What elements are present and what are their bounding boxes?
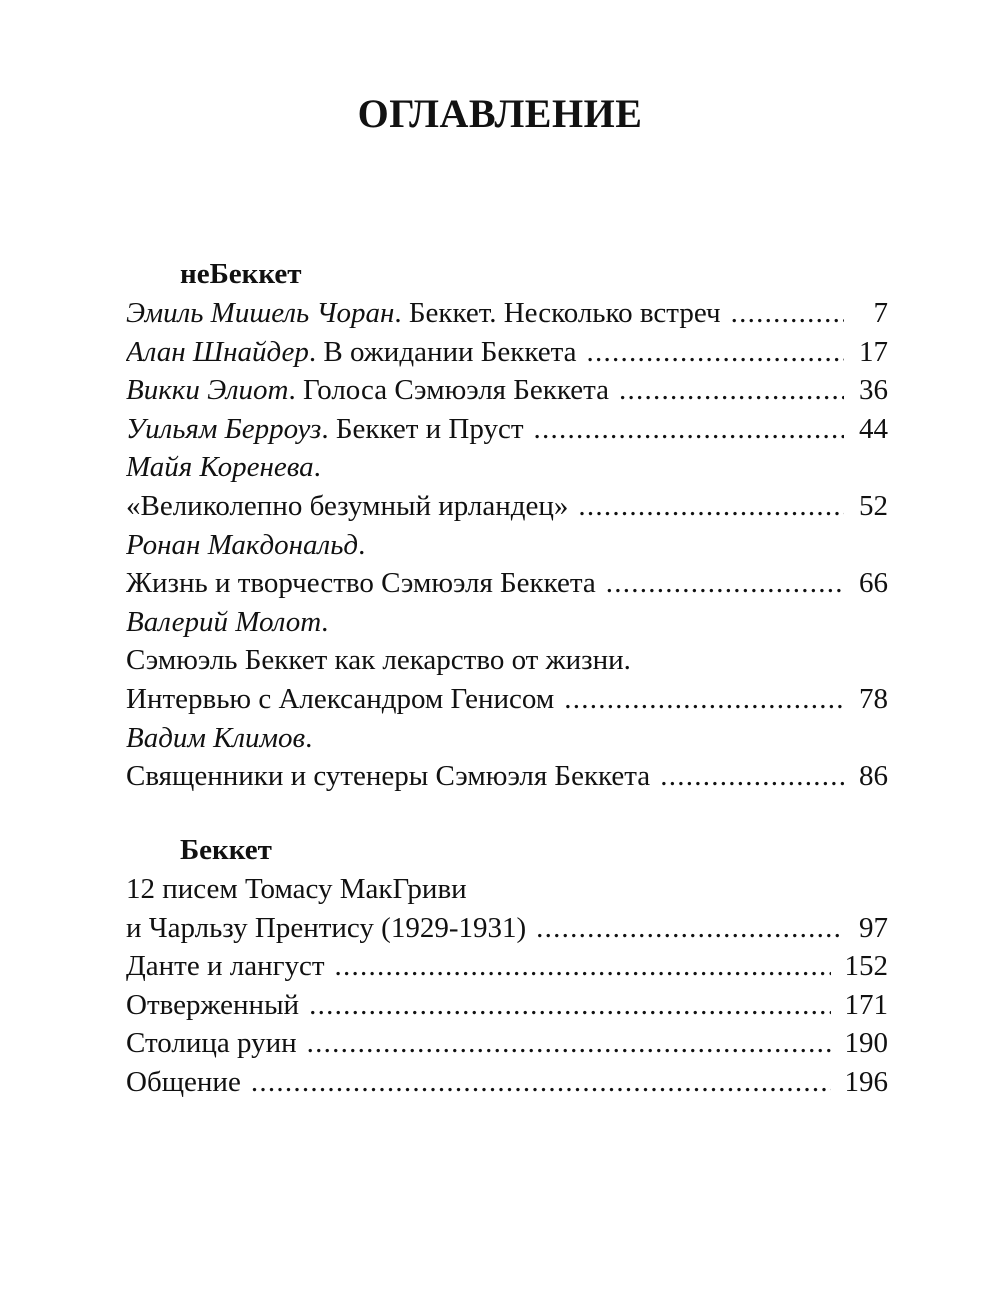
toc-author-line — [126, 603, 888, 642]
entry-title: Общение — [126, 1065, 241, 1098]
toc-title-line — [126, 870, 888, 909]
dot-leader — [251, 1063, 831, 1102]
page-number: 17 — [859, 335, 888, 368]
page-number: 97 — [859, 911, 888, 944]
dot-leader — [578, 487, 844, 526]
page-number: 190 — [844, 1027, 888, 1060]
entry-author: Уильям Берроуз — [126, 412, 322, 445]
page-number: 52 — [859, 489, 888, 522]
toc-author-line — [126, 448, 888, 487]
entry-author: Валерий Молот — [126, 605, 322, 638]
toc-entry[interactable] — [126, 410, 888, 449]
dot-leader — [587, 333, 844, 372]
entry-title: Отверженный — [126, 988, 300, 1021]
section-title: неБеккет — [180, 258, 302, 290]
toc-entry[interactable] — [126, 564, 888, 603]
toc-section-beckett — [126, 831, 888, 1102]
entry-title: «Великолепно безумный ирландец» — [126, 489, 569, 522]
entry-title: Жизнь и творчество Сэмюэля Беккета — [126, 567, 596, 600]
entry-title: и Чарльзу Прентису (1929-1931) — [126, 911, 527, 944]
dot-leader — [731, 294, 844, 333]
toc-entry[interactable] — [126, 1024, 888, 1063]
page-number: 36 — [859, 374, 888, 407]
toc-entry[interactable] — [126, 680, 888, 719]
entry-title: 12 писем Томасу МакГриви — [126, 873, 467, 905]
toc-entry[interactable] — [126, 333, 888, 372]
toc-title-line — [126, 641, 888, 680]
toc-section-nebeckett — [126, 255, 888, 796]
entry-title: Священники и сутенеры Сэмюэля Беккета — [126, 760, 651, 793]
section-title: Беккет — [180, 834, 272, 866]
dot-leader — [660, 757, 844, 796]
entry-title: Столица руин — [126, 1027, 297, 1060]
page-number: 66 — [859, 567, 888, 600]
dot-leader — [619, 371, 844, 410]
dot-leader — [564, 680, 844, 719]
page-number: 196 — [844, 1065, 888, 1098]
entry-author: Вадим Климов — [126, 721, 306, 754]
toc-entry[interactable] — [126, 294, 888, 333]
toc-entry[interactable] — [126, 909, 888, 948]
toc-entry[interactable] — [126, 371, 888, 410]
dot-leader — [534, 410, 844, 449]
entry-title: . В ожидании Беккета — [308, 335, 577, 368]
entry-author: Майя Коренева — [126, 451, 314, 484]
toc-entry[interactable] — [126, 757, 888, 796]
dot-leader — [335, 947, 831, 986]
entry-author: Эмиль Мишель Чоран — [126, 297, 395, 329]
entry-title: Данте и лангуст — [126, 950, 325, 983]
entry-title: Сэмюэль Беккет как лекарство от жизни. — [126, 644, 631, 677]
toc-author-line — [126, 719, 888, 758]
entry-title: Интервью с Александром Генисом — [126, 682, 555, 715]
page-number: 152 — [844, 950, 888, 983]
page-number: 44 — [859, 412, 888, 445]
entry-title: . Голоса Сэмюэля Беккета — [288, 374, 609, 407]
dot-leader — [606, 564, 844, 603]
toc-entry[interactable] — [126, 947, 888, 986]
toc-entry[interactable] — [126, 487, 888, 526]
dot-leader — [307, 1024, 831, 1063]
toc-entry[interactable] — [126, 986, 888, 1025]
entry-author: Алан Шнайдер — [126, 335, 309, 368]
page-number: 86 — [859, 760, 888, 793]
page-number: 78 — [859, 682, 888, 715]
page-number: 7 — [873, 297, 888, 329]
entry-author: Викки Элиот — [126, 374, 289, 407]
entry-punctuation: . — [358, 528, 366, 561]
entry-author: Ронан Макдональд — [126, 528, 359, 561]
toc-author-line — [126, 526, 888, 565]
dot-leader — [309, 986, 830, 1025]
entry-punctuation: . — [321, 605, 329, 638]
entry-punctuation: . — [305, 721, 313, 754]
page-number: 171 — [844, 988, 888, 1021]
page-title: ОГЛАВЛЕНИЕ — [357, 91, 643, 136]
toc-entry[interactable] — [126, 1063, 888, 1102]
dot-leader — [536, 909, 844, 948]
entry-title: . Беккет и Пруст — [321, 412, 524, 445]
entry-title: . Беккет. Несколько встреч — [394, 297, 721, 329]
entry-punctuation: . — [313, 451, 321, 484]
